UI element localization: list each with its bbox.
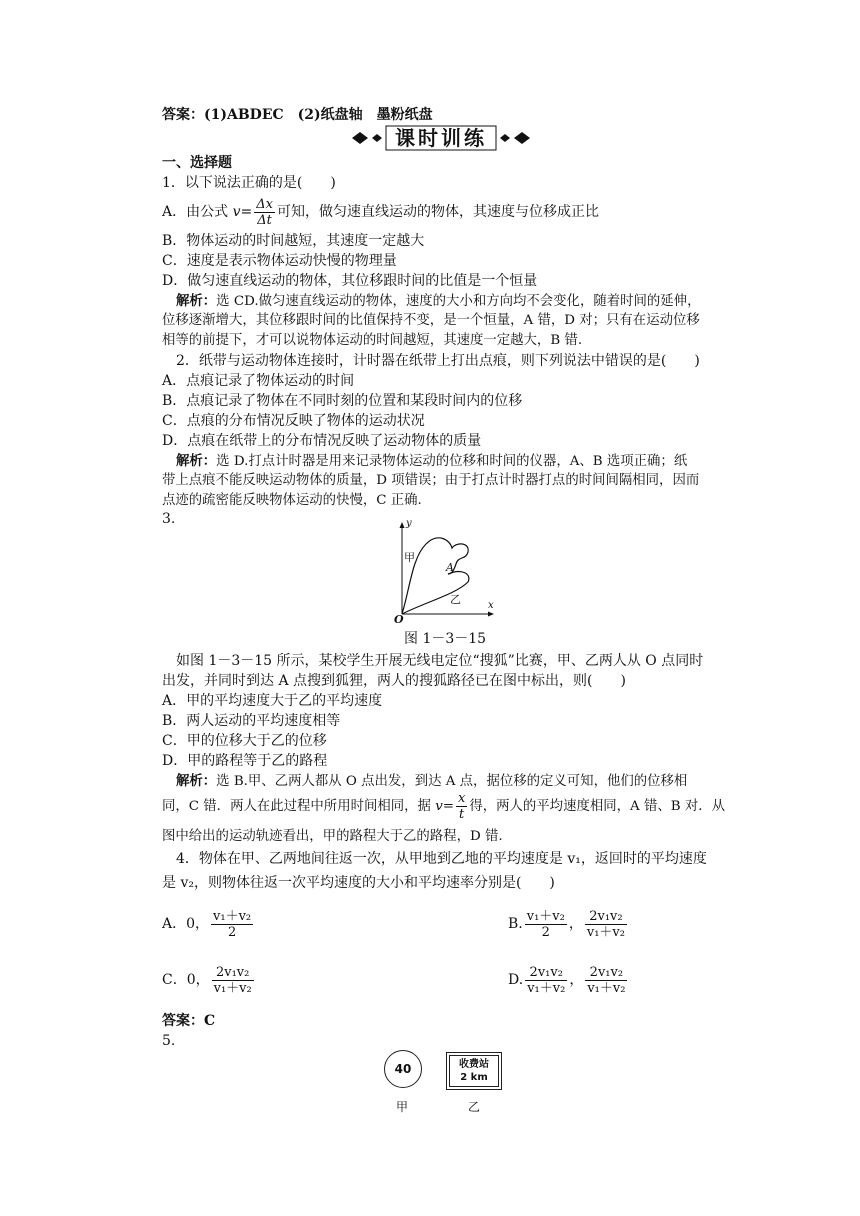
q3-stem-line-2: 出发，并同时到达 A 点搜到狐狸，两人的搜狐路径已在图中标出，则( ) bbox=[162, 673, 626, 689]
q4-option-c: C．0， $\frac{\text{2v₁v₂}}{\text{v₁＋v₂}}$ bbox=[162, 964, 252, 996]
q1-solution-line-1: 解析：选 CD.做匀速直线运动的物体，速度的大小和方向均不会变化，随着时间的延伸， bbox=[176, 293, 701, 309]
q3-option-d: D．甲的路程等于乙的路程 bbox=[162, 753, 328, 769]
q3-stem-line-1: 如图 1－3－15 所示，某校学生开展无线电定位“搜狐”比赛，甲、乙两人从 O 点同时 bbox=[176, 653, 704, 669]
fig-label-yi: 乙 bbox=[450, 593, 461, 606]
q2-solution-line-1: 解析：选 D.打点计时器是用来记录物体运动的位移和时间的仪器，A、B 选项正确；纸 bbox=[176, 453, 688, 469]
q2-solution-line-3: 点迹的疏密能反映物体运动的快慢，C 正确. bbox=[162, 493, 422, 508]
q3-option-b: B．两人运动的平均速度相等 bbox=[162, 713, 341, 729]
fig-label-jia: 甲 bbox=[404, 551, 415, 564]
q3-option-a: A．甲的平均速度大于乙的平均速度 bbox=[162, 693, 383, 709]
q4-answer: 答案：C bbox=[162, 1013, 216, 1029]
previous-answer: 答案：(1)ABDEC (2)纸盘轴 墨粉纸盘 bbox=[162, 107, 433, 123]
section-heading: 一、选择题 bbox=[162, 155, 232, 171]
q3-number: 3. bbox=[162, 511, 176, 527]
q1-formula: $\frac{\Delta x}{\Delta t}$ bbox=[256, 196, 273, 228]
q1-option-d: D．做匀速直线运动的物体，其位移跟时间的比值是一个恒量 bbox=[162, 273, 538, 289]
q1-solution-line-3: 相等的前提下，才可以说物体运动的时间越短，其速度一定越大，B 错. bbox=[162, 333, 583, 348]
q1-option-b: B．物体运动的时间越短，其速度一定越大 bbox=[162, 233, 425, 249]
q3-solution-line-1: 解析：选 B.甲、乙两人都从 O 点出发，到达 A 点，据位移的定义可知，他们的位移相 bbox=[176, 773, 688, 789]
q4-stem-line-2: 是 v₂，则物体往返一次平均速度的大小和平均速率分别是( ) bbox=[162, 875, 555, 891]
q5-label-jia: 甲 bbox=[396, 1100, 409, 1114]
q4-stem-line-1: 4．物体在甲、乙两地间往返一次，从甲地到乙地的平均速度是 v₁，返回时的平均速度 bbox=[176, 851, 707, 867]
q3-solution-line-3: 图中给出的运动轨迹看出，甲的路程大于乙的路程，D 错. bbox=[162, 829, 503, 844]
q1-stem: 1．以下说法正确的是( ) bbox=[162, 175, 336, 191]
fig-label-x: x bbox=[488, 600, 494, 611]
speed-limit-sign: 40 bbox=[384, 1050, 422, 1088]
q2-stem: 2．纸带与运动物体连接时，计时器在纸带上打出点痕，则下列说法中错误的是( ) bbox=[176, 353, 700, 369]
fig-label-a: A bbox=[446, 561, 454, 574]
q1-option-a: A．由公式 v= $\frac{\Delta x}{\Delta t}$ 可知，做匀速直线运动的物体，其速度与位移成正比 bbox=[162, 196, 599, 228]
y-axis-arrow bbox=[400, 522, 405, 528]
q3-option-c: C．甲的位移大于乙的位移 bbox=[162, 733, 327, 749]
fig-label-origin: O bbox=[394, 613, 404, 626]
q3-formula: $\frac{x}{t}$ bbox=[458, 791, 466, 822]
q4-option-d: D. $\frac{\text{2v₁v₂}}{\text{v₁＋v₂}}$ ， $\frac{\text{2v₁v₂}}{\text{v₁＋v₂}}$ bbox=[508, 964, 626, 996]
q3-path-diagram bbox=[390, 518, 500, 628]
section-banner bbox=[300, 124, 560, 152]
q2-option-c: C．点痕的分布情况反映了物体的运动状况 bbox=[162, 413, 425, 429]
x-axis-arrow bbox=[488, 612, 494, 617]
q3-solution-line-2: 同，C 错．两人在此过程中所用时间相同，据 v= $\frac{x}{t}$ 得，两人的平均速度相同，A 错、B 对．从 bbox=[162, 791, 726, 822]
q3-figure-caption: 图 1－3－15 bbox=[404, 631, 487, 647]
q2-option-b: B．点痕记录了物体在不同时刻的位置和某段时间内的位移 bbox=[162, 393, 523, 409]
banner-title: 课时训练 bbox=[395, 126, 487, 150]
q1-option-c: C．速度是表示物体运动快慢的物理量 bbox=[162, 253, 397, 269]
q5-number: 5. bbox=[162, 1033, 176, 1049]
fig-label-y: y bbox=[406, 518, 412, 529]
q4-option-b: B. $\frac{\text{v₁＋v₂}}{2}$ ， $\frac{\text{2v₁v₂}}{\text{v₁＋v₂}}$ bbox=[508, 908, 625, 940]
q4-option-a: A．0， $\frac{\text{v₁＋v₂}}{2}$ bbox=[162, 908, 252, 940]
q2-solution-line-2: 带上点痕不能反映运动物体的质量，D 项错误；由于打点计时器打点的时间间隔相同，因而 bbox=[162, 473, 700, 488]
q2-option-d: D．点痕在纸带上的分布情况反映了运动物体的质量 bbox=[162, 433, 482, 449]
q2-option-a: A．点痕记录了物体运动的时间 bbox=[162, 373, 355, 389]
q5-label-yi: 乙 bbox=[468, 1100, 481, 1114]
q1-solution-line-2: 位移逐渐增大，其位移跟时间的比值保持不变，是一个恒量，A 错，D 对；只有在运动位移 bbox=[162, 313, 700, 328]
toll-station-sign: 收费站 2 km bbox=[446, 1052, 502, 1090]
q3-figure bbox=[390, 518, 500, 628]
